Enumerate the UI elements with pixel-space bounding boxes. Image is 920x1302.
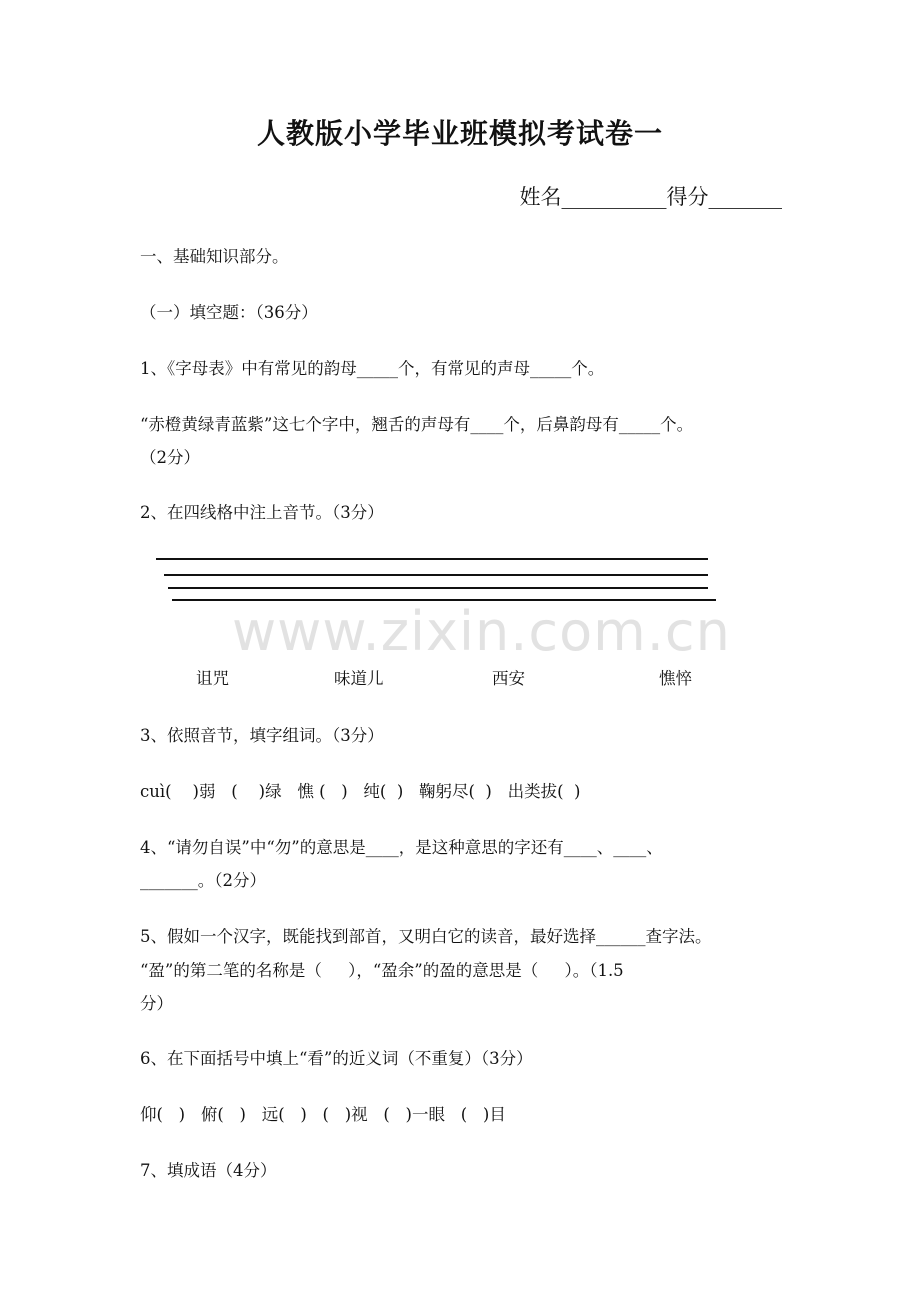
grid-line-3 — [168, 587, 708, 589]
watermark: www.zixin.com.cn — [232, 600, 731, 663]
question-7: 7、填成语（4分） — [140, 1161, 277, 1180]
question-1-line-1: 1、《字母表》中有常见的韵母_____个，有常见的声母_____个。 — [140, 359, 605, 378]
question-4-line-1: 4、“请勿自误”中“勿”的意思是____，是这种意思的字还有____、____、 — [140, 838, 663, 857]
pinyin-word-3: 西安 — [492, 669, 525, 688]
section-heading: 一、基础知识部分。 — [140, 247, 289, 266]
name-score-line: 姓名__________得分_______ — [519, 185, 782, 209]
question-5-line-1: 5、假如一个汉字，既能找到部首，又明白它的读音，最好选择______查字法。 — [140, 927, 712, 946]
question-1-line-2: “赤橙黄绿青蓝紫”这七个字中，翘舌的声母有____个，后鼻韵母有_____个。 — [140, 415, 694, 434]
question-6: 6、在下面括号中填上“看”的近义词（不重复）（3分） — [140, 1049, 533, 1068]
question-1-line-3: （2分） — [140, 448, 200, 467]
pinyin-word-4: 憔悴 — [659, 669, 692, 688]
part-heading: （一）填空题：（36分） — [140, 303, 318, 322]
grid-line-1 — [156, 558, 708, 560]
question-6-items: 仰( ) 俯( ) 远( ) ( )视 ( )一眼 ( )目 — [140, 1105, 506, 1124]
question-4-line-2: _______。（2分） — [140, 871, 266, 890]
grid-line-2 — [164, 574, 708, 576]
pinyin-word-2: 味道儿 — [334, 669, 384, 688]
question-5-line-2: “盈”的第二笔的名称是（ ），“盈余”的盈的意思是（ ）。（1.5 — [140, 961, 624, 980]
question-5-line-3: 分） — [140, 994, 173, 1013]
pinyin-word-1: 诅咒 — [196, 669, 229, 688]
question-3-items: cuì( )弱 ( )绿 憔 ( ) 纯( ) 鞠躬尽( ) 出类拔( ) — [140, 782, 581, 801]
page-title: 人教版小学毕业班模拟考试卷一 — [256, 117, 663, 150]
question-2: 2、在四线格中注上音节。（3分） — [140, 503, 384, 522]
question-3: 3、依照音节，填字组词。（3分） — [140, 726, 384, 745]
